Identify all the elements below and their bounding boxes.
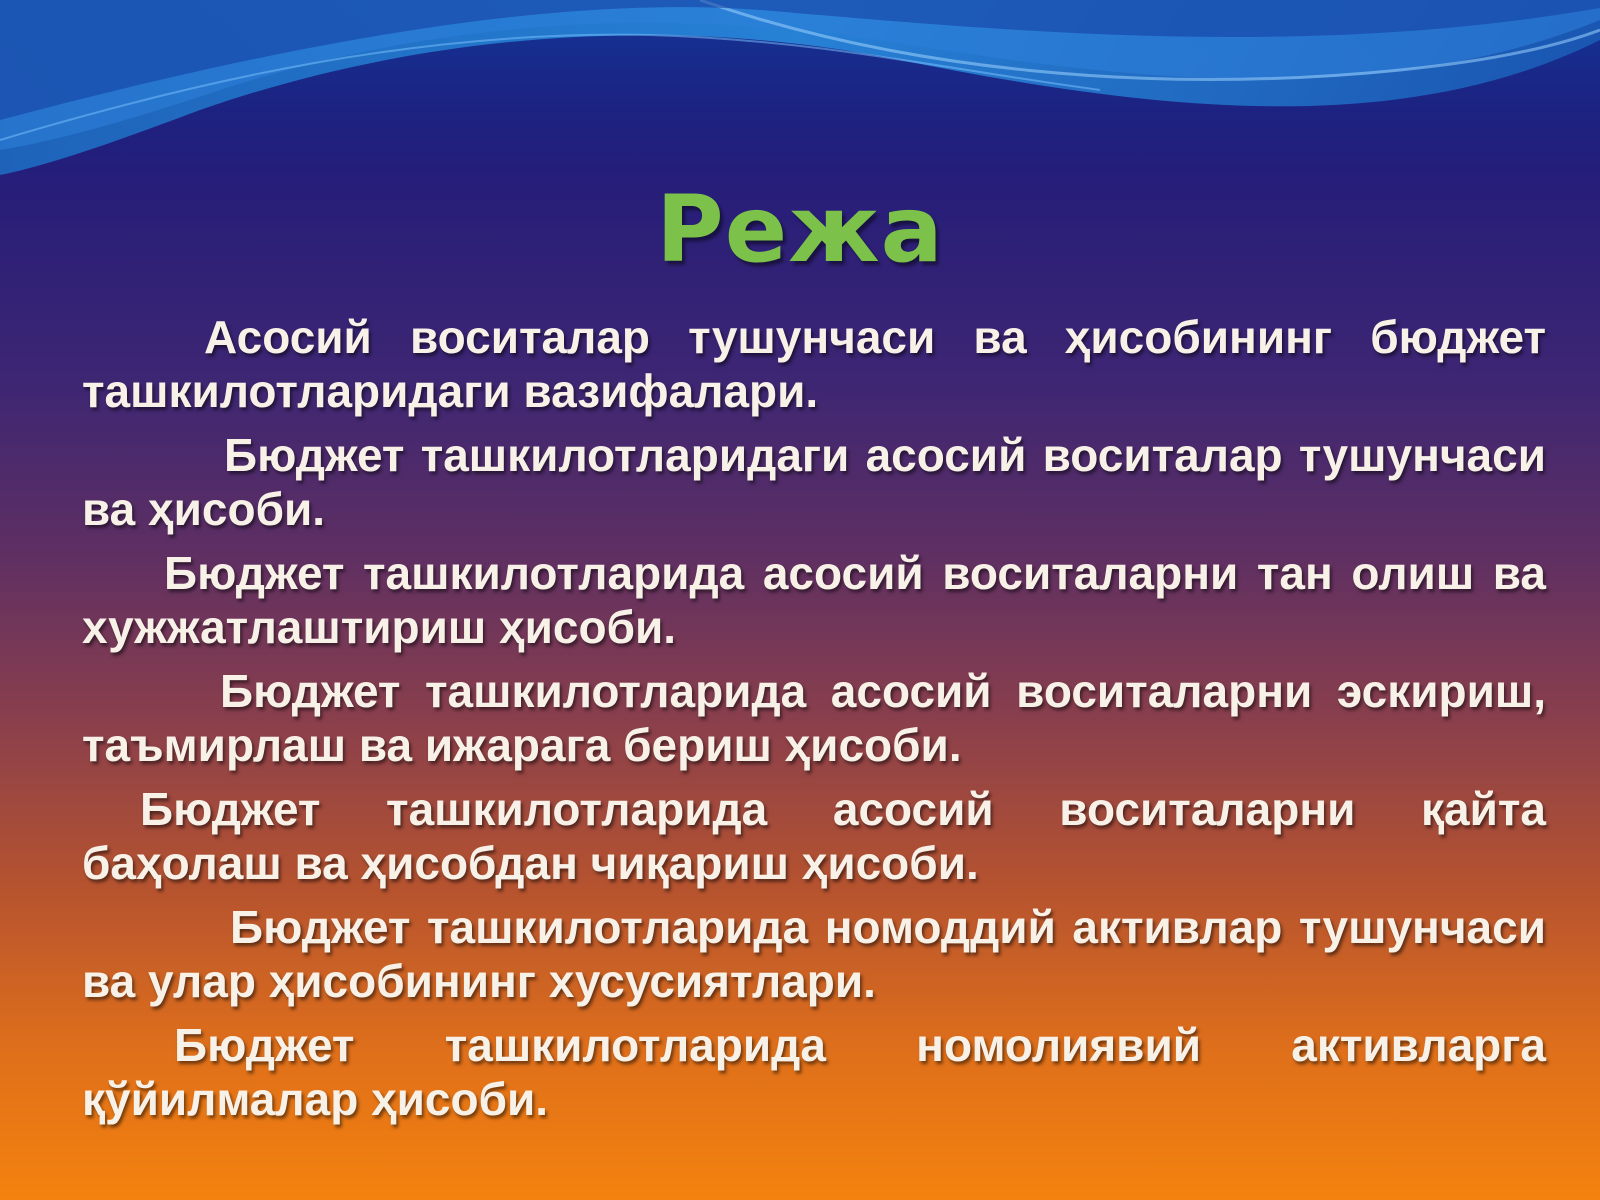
plan-item-6 [82,900,1546,1008]
plan-item-5-text: Бюджет ташкилотларида асосий воситаларни қайта баҳолаш ва ҳисобдан чиқариш ҳисоби. [82,783,1546,889]
plan-item-3-text: Бюджет ташкилотларида асосий воситаларни тан олиш ва хужжатлаштириш ҳисоби. [82,547,1546,653]
plan-item-3 [82,546,1546,654]
plan-item-1 [82,310,1546,418]
plan-item-5 [82,782,1546,890]
plan-item-2-text: Бюджет ташкилотларидаги асосий воситалар тушунчаси ва ҳисоби. [82,429,1546,535]
plan-list [82,310,1546,1136]
plan-item-1-text: Асосий воситалар тушунчаси ва ҳисобининг бюджет ташкилотларидаги вазифалари. [82,311,1546,417]
plan-item-7 [82,1018,1546,1126]
plan-item-2 [82,428,1546,536]
plan-item-4 [82,664,1546,772]
plan-item-6-text: Бюджет ташкилотларида номоддий активлар тушунчаси ва улар ҳисобининг хусусиятлари. [82,901,1546,1007]
plan-item-4-text: Бюджет ташкилотларида асосий воситаларни эскириш, таъмирлаш ва ижарага бериш ҳисоби. [82,665,1546,771]
slide-title: Режа [656,176,944,283]
plan-item-7-text: Бюджет ташкилотларида номолиявий активларга қўйилмалар ҳисоби. [82,1019,1546,1125]
